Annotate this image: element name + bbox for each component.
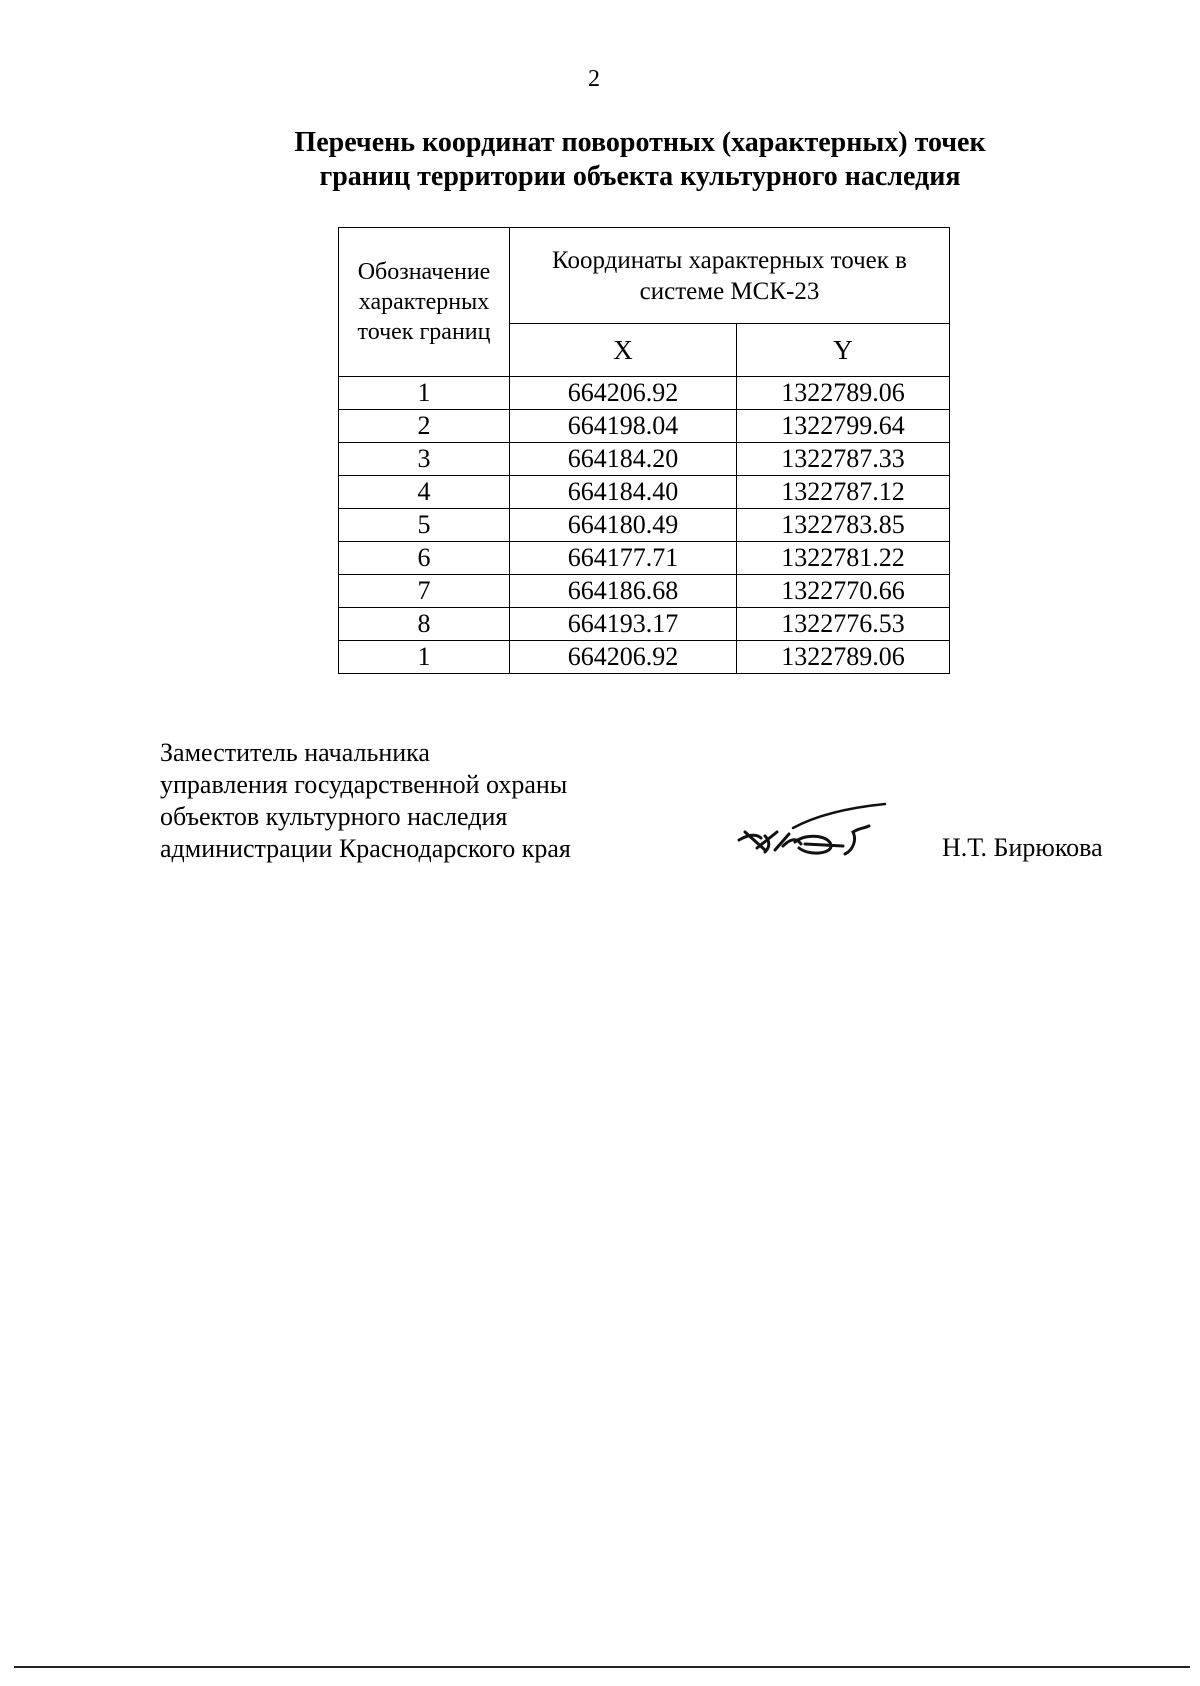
position-line: управления государственной охраны xyxy=(160,770,568,799)
point-cell: 3 xyxy=(339,443,510,476)
table-row xyxy=(339,575,950,608)
y-cell: 1322789.06 xyxy=(737,377,950,410)
header-x: X xyxy=(510,324,737,377)
y-cell: 1322787.12 xyxy=(737,476,950,509)
header-y: Y xyxy=(737,324,950,377)
header-coordinates: Координаты характерных точек в системе МСК-23 xyxy=(510,228,950,324)
x-cell: 664198.04 xyxy=(510,410,737,443)
y-cell: 1322776.53 xyxy=(737,608,950,641)
y-cell: 1322781.22 xyxy=(737,542,950,575)
page-number: 2 xyxy=(588,66,600,92)
title-line-1: Перечень координат поворотных (характерных) точек xyxy=(294,127,986,158)
y-cell: 1322787.33 xyxy=(737,443,950,476)
point-cell: 4 xyxy=(339,476,510,509)
bottom-divider xyxy=(14,1666,1190,1668)
table-row xyxy=(339,509,950,542)
handwritten-signature xyxy=(735,788,895,868)
point-cell: 7 xyxy=(339,575,510,608)
y-cell: 1322770.66 xyxy=(737,575,950,608)
x-cell: 664184.40 xyxy=(510,476,737,509)
point-cell: 8 xyxy=(339,608,510,641)
table-row xyxy=(339,542,950,575)
y-cell: 1322783.85 xyxy=(737,509,950,542)
x-cell: 664206.92 xyxy=(510,377,737,410)
signer-name: Н.Т. Бирюкова xyxy=(942,833,1103,862)
table-row xyxy=(339,443,950,476)
signatory-position xyxy=(160,737,571,865)
x-cell: 664184.20 xyxy=(510,443,737,476)
coordinates-table xyxy=(338,227,950,674)
y-cell: 1322799.64 xyxy=(737,410,950,443)
x-cell: 664177.71 xyxy=(510,542,737,575)
point-cell: 1 xyxy=(339,377,510,410)
point-cell: 6 xyxy=(339,542,510,575)
table-body xyxy=(339,377,950,674)
table-row xyxy=(339,377,950,410)
table-row xyxy=(339,608,950,641)
x-cell: 664193.17 xyxy=(510,608,737,641)
position-line: администрации Краснодарского края xyxy=(160,834,571,863)
point-cell: 1 xyxy=(339,641,510,674)
y-cell: 1322789.06 xyxy=(737,641,950,674)
point-cell: 5 xyxy=(339,509,510,542)
x-cell: 664180.49 xyxy=(510,509,737,542)
point-cell: 2 xyxy=(339,410,510,443)
position-line: Заместитель начальника xyxy=(160,738,430,767)
x-cell: 664186.68 xyxy=(510,575,737,608)
position-line: объектов культурного наследия xyxy=(160,802,508,831)
table-row xyxy=(339,476,950,509)
title-line-2: границ территории объекта культурного наследия xyxy=(319,161,961,192)
header-designation: Обозначение характерных точек границ xyxy=(339,228,510,377)
document-title xyxy=(240,126,1040,194)
x-cell: 664206.92 xyxy=(510,641,737,674)
table-row xyxy=(339,641,950,674)
table-row xyxy=(339,410,950,443)
